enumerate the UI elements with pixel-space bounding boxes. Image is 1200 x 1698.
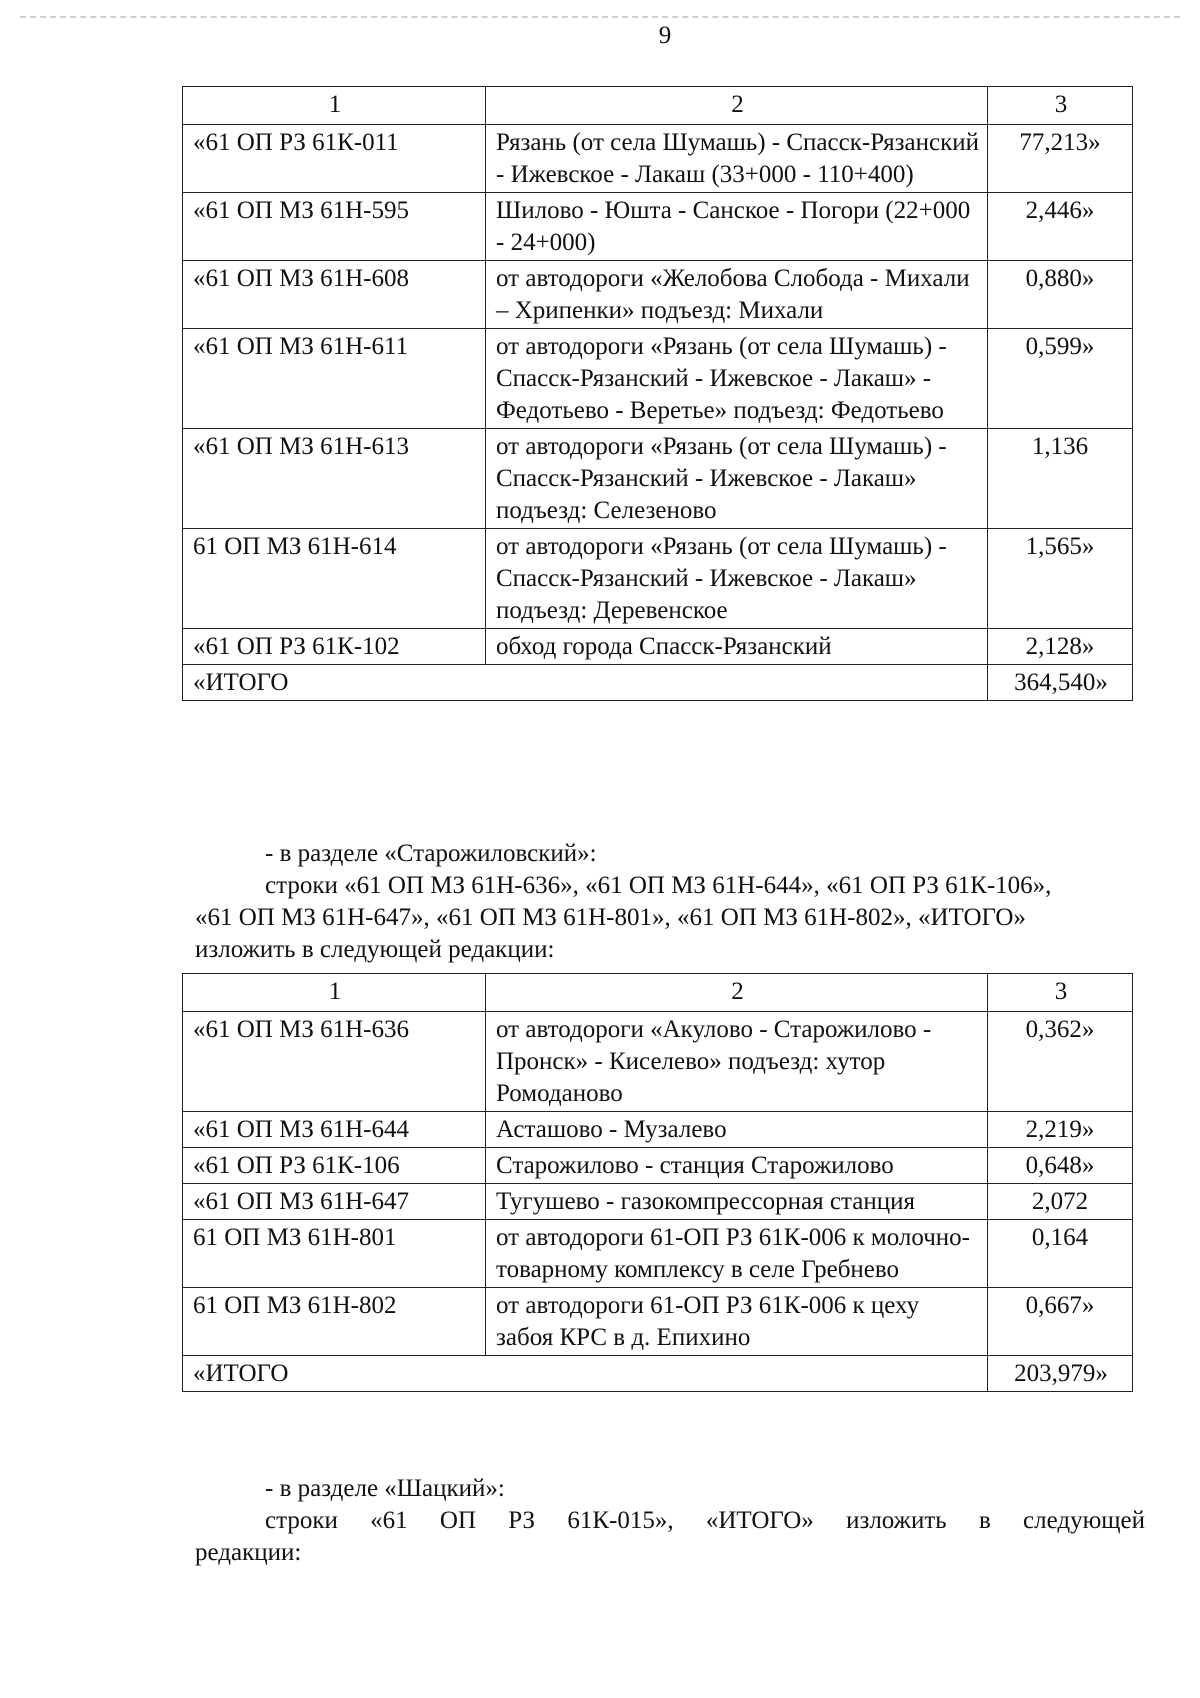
table-row: [183, 1012, 1133, 1112]
roads-table-starozhilovsky: [182, 973, 1133, 1392]
road-length: 77,213»: [988, 125, 1133, 193]
header-cell-1: 1: [183, 87, 486, 125]
road-code: «61 ОП МЗ 61Н-644: [183, 1112, 486, 1148]
road-name: от автодороги 61-ОП РЗ 61К-006 к цеху забоя КРС в д. Епихино: [486, 1288, 988, 1356]
road-code: «61 ОП МЗ 61Н-595: [183, 193, 486, 261]
road-code: «61 ОП МЗ 61Н-608: [183, 261, 486, 329]
table-row: [183, 125, 1133, 193]
table-header-row: [183, 974, 1133, 1012]
road-code: «61 ОП РЗ 61К-011: [183, 125, 486, 193]
road-length: 0,164: [988, 1220, 1133, 1288]
total-label: «ИТОГО: [183, 1356, 988, 1392]
road-name: от автодороги «Акулово - Старожилово - Пронск» - Киселево» подъезд: хутор Ромоданово: [486, 1012, 988, 1112]
road-name: от автодороги «Рязань (от села Шумашь) - Спасск-Рязанский - Ижевское - Лакаш» подъезд: Селезеново: [486, 429, 988, 529]
table-row: [183, 1288, 1133, 1356]
table-total-row: [183, 1356, 1133, 1392]
road-code: 61 ОП МЗ 61Н-802: [183, 1288, 486, 1356]
road-name: обход города Спасск-Рязанский: [486, 629, 988, 665]
section-line: строки «61 ОП МЗ 61Н-636», «61 ОП МЗ 61Н-644», «61 ОП РЗ 61К-106»,: [265, 872, 1052, 899]
road-name: Тугушево - газокомпрессорная станция: [486, 1184, 988, 1220]
road-code: «61 ОП МЗ 61Н-611: [183, 329, 486, 429]
table-row: [183, 193, 1133, 261]
header-cell-1: 1: [183, 974, 486, 1012]
table-total-row: [183, 665, 1133, 701]
road-name: от автодороги 61-ОП РЗ 61К-006 к молочно-товарному комплексу в селе Гребнево: [486, 1220, 988, 1288]
table-row: [183, 629, 1133, 665]
page-number: 9: [658, 22, 672, 49]
header-cell-3: 3: [988, 974, 1133, 1012]
section-line: строки «61 ОП РЗ 61К-015», «ИТОГО» изложить в следующей: [265, 1507, 1145, 1534]
table-row: [183, 429, 1133, 529]
road-length: 0,599»: [988, 329, 1133, 429]
road-code: «61 ОП МЗ 61Н-647: [183, 1184, 486, 1220]
road-length: 0,667»: [988, 1288, 1133, 1356]
road-name: Асташово - Музалево: [486, 1112, 988, 1148]
table-row: [183, 329, 1133, 429]
road-length: 0,648»: [988, 1148, 1133, 1184]
total-value: 364,540»: [988, 665, 1133, 701]
total-label: «ИТОГО: [183, 665, 988, 701]
table-header-row: [183, 87, 1133, 125]
road-length: 0,880»: [988, 261, 1133, 329]
road-code: «61 ОП РЗ 61К-106: [183, 1148, 486, 1184]
road-length: 1,136: [988, 429, 1133, 529]
section-line: «61 ОП МЗ 61Н-647», «61 ОП МЗ 61Н-801», «61 ОП МЗ 61Н-802», «ИТОГО»: [195, 904, 1026, 931]
road-length: 2,219»: [988, 1112, 1133, 1148]
section-heading: - в разделе «Старожиловский»:: [265, 840, 597, 867]
section-shatsky-text: [195, 1473, 1145, 1569]
section-line: редакции:: [195, 1539, 302, 1566]
scan-artifact-line: [20, 16, 1180, 18]
header-cell-2: 2: [486, 87, 988, 125]
header-cell-2: 2: [486, 974, 988, 1012]
section-line: изложить в следующей редакции:: [195, 936, 555, 963]
road-length: 0,362»: [988, 1012, 1133, 1112]
table-row: [183, 1220, 1133, 1288]
road-name: Старожилово - станция Старожилово: [486, 1148, 988, 1184]
road-length: 2,072: [988, 1184, 1133, 1220]
road-name: от автодороги «Рязань (от села Шумашь) - Спасск-Рязанский - Ижевское - Лакаш» подъезд: Деревенское: [486, 529, 988, 629]
road-code: «61 ОП РЗ 61К-102: [183, 629, 486, 665]
section-heading: - в разделе «Шацкий»:: [265, 1475, 505, 1502]
road-code: 61 ОП МЗ 61Н-801: [183, 1220, 486, 1288]
road-length: 2,446»: [988, 193, 1133, 261]
total-value: 203,979»: [988, 1356, 1133, 1392]
table-row: [183, 529, 1133, 629]
road-code: 61 ОП МЗ 61Н-614: [183, 529, 486, 629]
section-starozhilovsky-text: [195, 838, 1145, 966]
roads-table-spassky: [182, 86, 1133, 701]
road-name: Шилово - Юшта - Санское - Погори (22+000 - 24+000): [486, 193, 988, 261]
road-code: «61 ОП МЗ 61Н-636: [183, 1012, 486, 1112]
road-name: от автодороги «Желобова Слобода - Михали – Хрипенки» подъезд: Михали: [486, 261, 988, 329]
road-name: Рязань (от села Шумашь) - Спасск-Рязанский - Ижевское - Лакаш (33+000 - 110+400): [486, 125, 988, 193]
road-length: 2,128»: [988, 629, 1133, 665]
header-cell-3: 3: [988, 87, 1133, 125]
table-row: [183, 1112, 1133, 1148]
road-length: 1,565»: [988, 529, 1133, 629]
road-name: от автодороги «Рязань (от села Шумашь) - Спасск-Рязанский - Ижевское - Лакаш» - Федотьево - Веретье» подъезд: Федотьево: [486, 329, 988, 429]
table-row: [183, 1148, 1133, 1184]
road-code: «61 ОП МЗ 61Н-613: [183, 429, 486, 529]
table-row: [183, 261, 1133, 329]
table-row: [183, 1184, 1133, 1220]
